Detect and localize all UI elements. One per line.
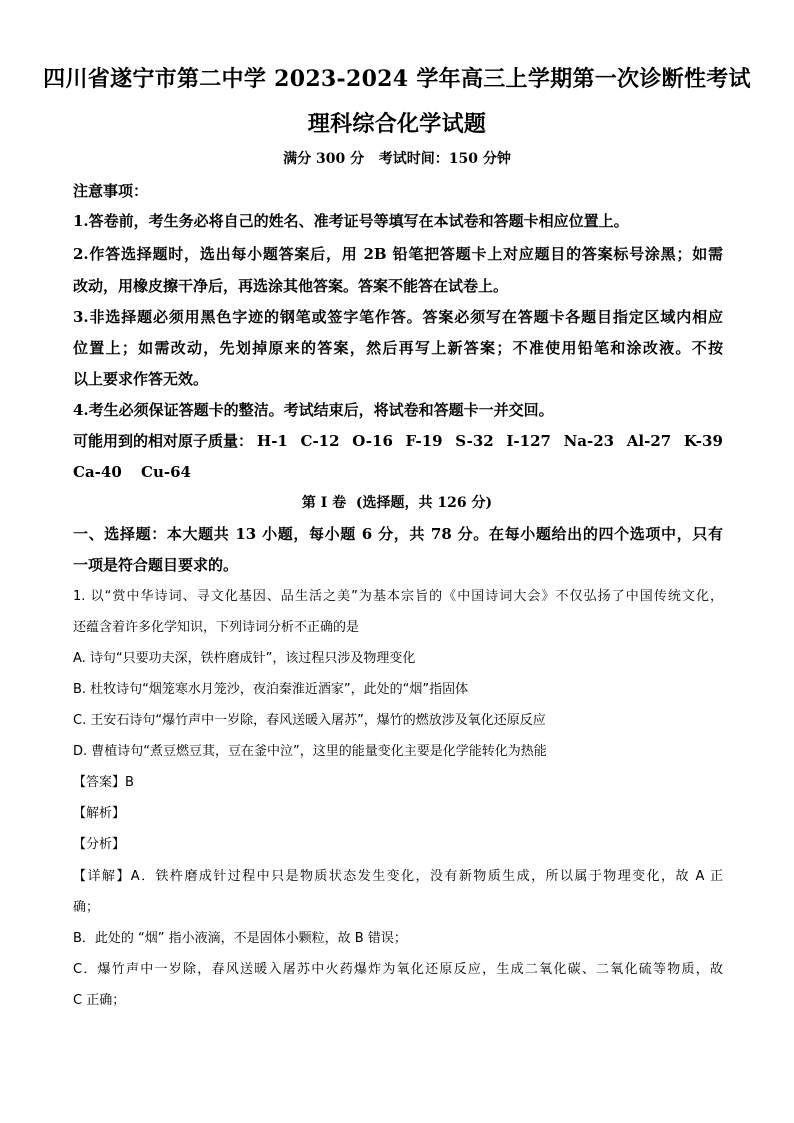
atomic-mass-line-1 [73, 430, 723, 452]
exam-title: 四川省遂宁市第二中学 2023-2024 学年高三上学期第一次诊断性考试 [43, 66, 751, 92]
question-1-fenxi-label: 【分析】 [73, 837, 126, 852]
note-item-3-line-3: 以上要求作答无效。 [73, 370, 209, 388]
section-instruction-line-2: 一项是符合题目要求的。 [73, 556, 239, 574]
question-1-option-c: C. 王安石诗句“爆竹声中一岁除，春风送暖入屠苏”，爆竹的燃放涉及氧化还原反应 [73, 713, 546, 728]
question-1-detail-line-4: C．爆竹声中一岁除，春风送暖入屠苏中火药爆炸为氧化还原反应，生成二氧化碳、二氧化硫等物质，故 [73, 962, 723, 977]
section-heading: 第 I 卷 (选择题，共 126 分) [301, 495, 493, 511]
atomic-mass-item: H-1 [257, 432, 288, 450]
atomic-mass-item: I-127 [506, 432, 551, 450]
note-item-1: 1.答卷前，考生务必将自己的姓名、准考证号等填写在本试卷和答题卡相应位置上。 [73, 212, 629, 230]
question-1-stem-line-1: 1. 以“赏中华诗词、寻文化基因、品生活之美”为基本宗旨的《中国诗词大会》不仅弘扬了中国传统文化， [73, 589, 723, 604]
atomic-mass-item: Al-27 [626, 432, 672, 450]
note-item-3-line-2: 位置上；如需改动，先划掉原来的答案，然后再写上新答案；不准使用铅笔和涂改液。不按 [73, 339, 723, 357]
exam-subject-title: 理科综合化学试题 [307, 111, 487, 137]
atomic-mass-label: 可能用到的相对原子质量： [73, 432, 254, 450]
note-item-4: 4.考生必须保证答题卡的整洁。考试结束后，将试卷和答题卡一并交回。 [73, 401, 554, 419]
atomic-mass-item: O-16 [352, 432, 393, 450]
question-1-analysis-label: 【解析】 [73, 806, 126, 821]
question-1-answer: 【答案】B [73, 775, 134, 790]
atomic-mass-item: C-12 [300, 432, 340, 450]
notes-heading: 注意事项： [73, 182, 149, 200]
note-item-3-line-1: 3.非选择题必须用黑色字迹的钢笔或签字笔作答。答案必须写在答题卡各题目指定区域内相应 [73, 308, 723, 326]
question-1-option-d: D. 曹植诗句“煮豆燃豆萁，豆在釜中泣”，这里的能量变化主要是化学能转化为热能 [73, 744, 547, 759]
atomic-mass-item: S-32 [455, 432, 494, 450]
question-1-detail-line-2: 确； [73, 900, 100, 915]
atomic-mass-line-2 [73, 461, 723, 483]
note-item-2-line-1: 2.作答选择题时，选出每小题答案后，用 2B 铅笔把答题卡上对应题目的答案标号涂黑；如需 [73, 245, 723, 263]
exam-score-time: 满分 300 分 考试时间：150 分钟 [283, 151, 511, 167]
section-instruction-line-1: 一、选择题：本大题共 13 小题，每小题 6 分，共 78 分。在每小题给出的四个选项中，只有 [73, 525, 723, 543]
atomic-mass-item: Na-23 [563, 432, 615, 450]
question-1-detail-line-1: 【详解】A．铁杵磨成针过程中只是物质状态发生变化，没有新物质生成，所以属于物理变化，故 A 正 [73, 869, 723, 884]
question-1-detail-line-3: B．此处的 “烟” 指小液滴，不是固体小颗粒，故 B 错误； [73, 931, 407, 946]
question-1-option-a: A. 诗句“只要功夫深，铁杵磨成针”，该过程只涉及物理变化 [73, 651, 416, 666]
question-1-option-b: B. 杜牧诗句“烟笼寒水月笼沙，夜泊秦淮近酒家”，此处的“烟”指固体 [73, 682, 469, 697]
note-item-2-line-2: 改动，用橡皮擦干净后，再选涂其他答案。答案不能答在试卷上。 [73, 277, 509, 295]
atomic-mass-item: Cu-64 [141, 463, 191, 481]
question-1-detail-line-5: C 正确； [73, 993, 126, 1008]
atomic-mass-list [257, 430, 723, 452]
atomic-mass-item: Ca-40 [73, 463, 122, 481]
atomic-mass-item: F-19 [405, 432, 443, 450]
question-1-stem-line-2: 还蕴含着许多化学知识，下列诗词分析不正确的是 [73, 620, 360, 635]
atomic-mass-item: K-39 [683, 432, 723, 450]
